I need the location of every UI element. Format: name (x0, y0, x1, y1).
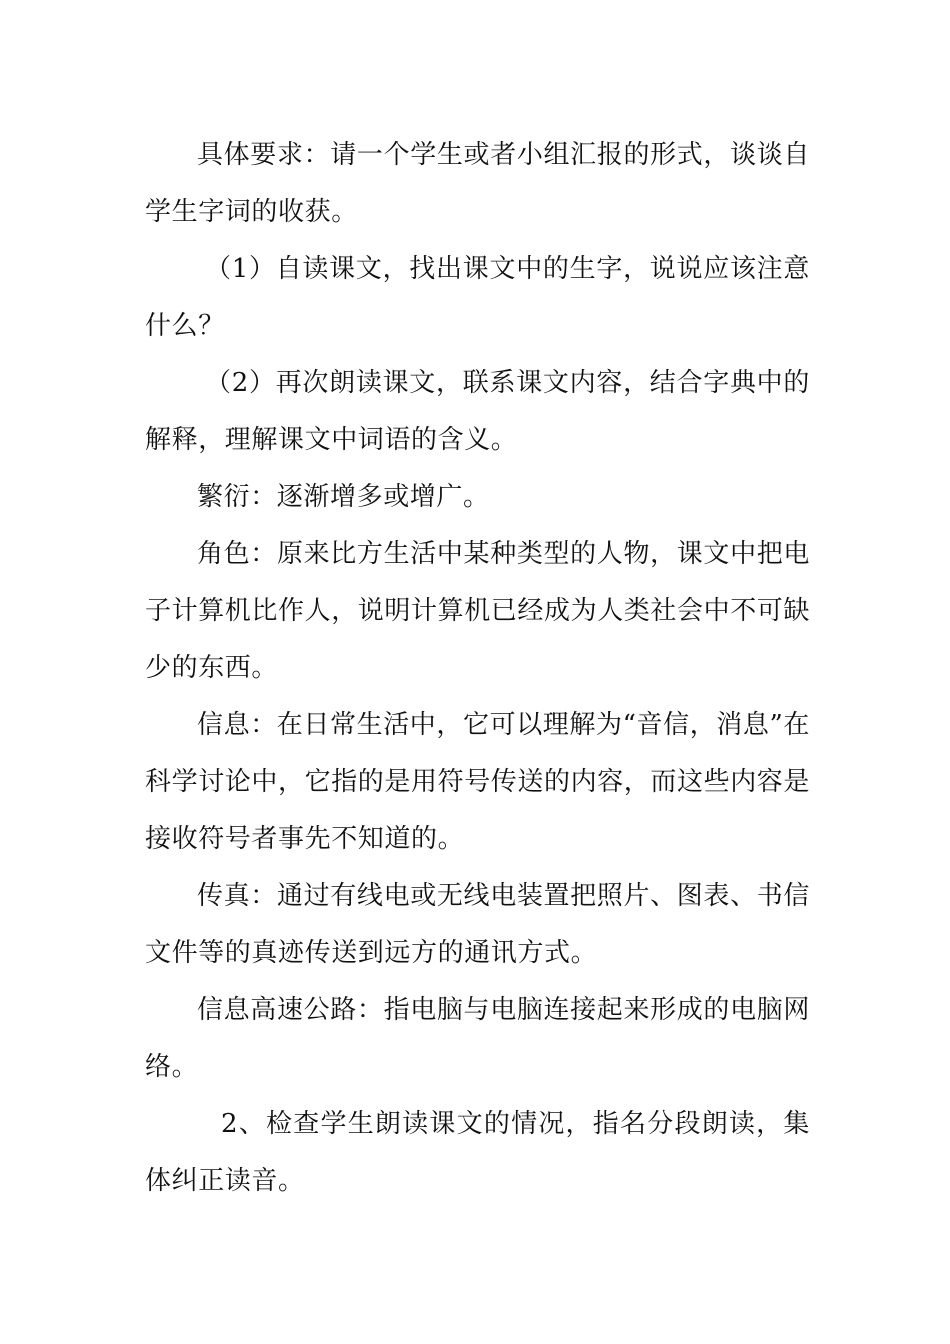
paragraph-definition-xinxi: 信息：在日常生活中，它可以理解为“音信，消息”在科学讨论中，它指的是用符号传送的内容，而这些内容是接收符号者事先不知道的。 (145, 710, 811, 854)
paragraph-definition-information-highway: 信息高速公路：指电脑与电脑连接起来形成的电脑网络。 (145, 995, 810, 1082)
paragraph-check-reading: 2、检查学生朗读课文的情况，指名分段朗读，集体纠正读音。 (145, 1109, 810, 1196)
document-body (145, 127, 810, 1210)
paragraph-step-1: （1）自读课文，找出课文中的生字，说说应该注意什么？ (145, 254, 810, 341)
paragraph-step-2: （2）再次朗读课文，联系课文内容，结合字典中的解释，理解课文中词语的含义。 (145, 368, 810, 455)
paragraph-definition-juese: 角色：原来比方生活中某种类型的人物，课文中把电子计算机比作人，说明计算机已经成为人类社会中不可缺少的东西。 (145, 539, 811, 683)
paragraph-definition-chuanzhen: 传真：通过有线电或无线电装置把照片、图表、书信文件等的真迹传送到远方的通讯方式。 (145, 881, 810, 968)
paragraph-definition-fanyan: 繁衍：逐渐增多或增广。 (197, 482, 490, 512)
paragraph-requirements: 具体要求：请一个学生或者小组汇报的形式，谈谈自学生字词的收获。 (145, 140, 810, 227)
